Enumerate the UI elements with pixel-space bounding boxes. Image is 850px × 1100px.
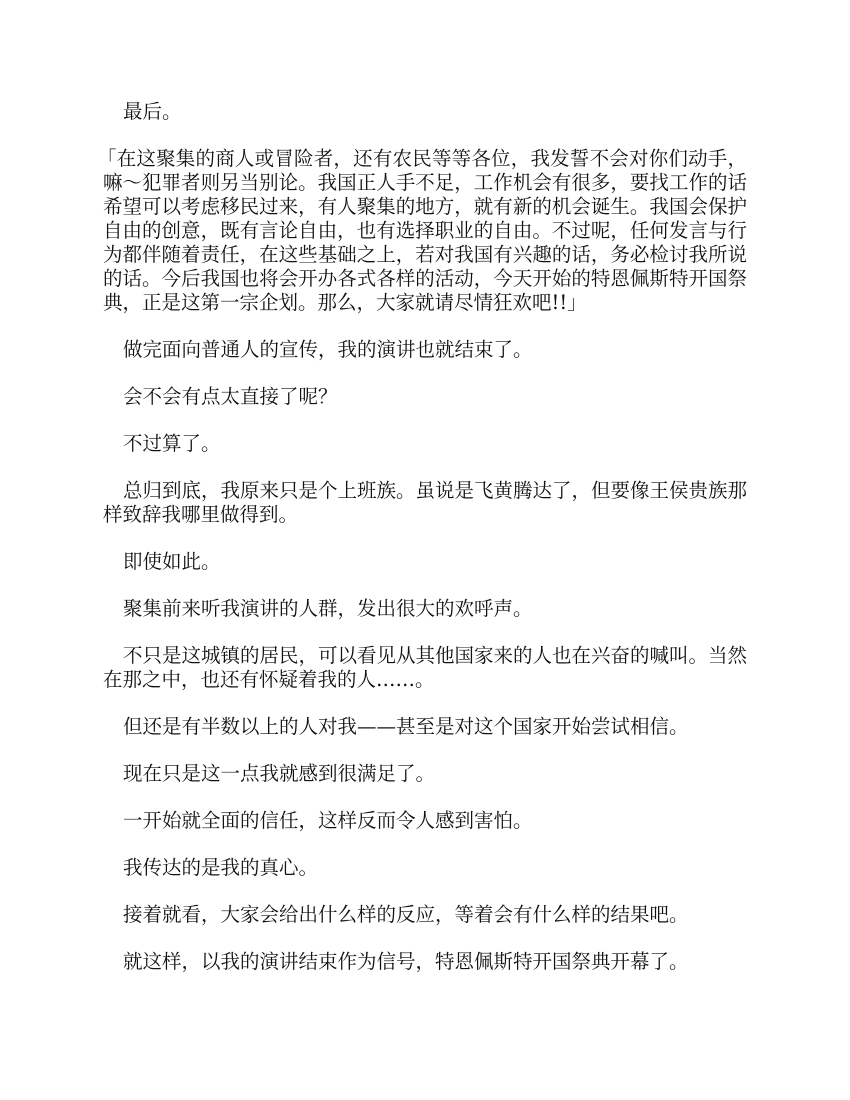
paragraph: 不只是这城镇的居民，可以看见从其他国家来的人也在兴奋的喊叫。当然在那之中，也还有怀疑着我的人……。 (103, 644, 748, 691)
paragraph: 但还是有半数以上的人对我——甚至是对这个国家开始尝试相信。 (123, 715, 689, 738)
paragraph: 现在只是这一点我就感到很满足了。 (123, 762, 436, 785)
paragraph: 会不会有点太直接了呢？ (123, 385, 338, 408)
document-page (97, 100, 748, 997)
paragraph: 一开始就全面的信任，这样反而令人感到害怕。 (123, 809, 533, 832)
speech-quote-paragraph: 「在这聚集的商人或冒险者，还有农民等等各位，我发誓不会对你们动手，嘛～犯罪者则另当别论。我国正人手不足，工作机会有很多，要找工作的话希望可以考虑移民过来，有人聚集的地方，就有新的机会诞生。我国会保护自由的创意，既有言论自由，也有选择职业的自由。不过呢，任何发言与行为都伴随着责任，在这些基础之上，若对我国有兴趣的话，务必检讨我所说的话。今后我国也将会开办各式各样的活动，今天开始的特恩佩斯特开国祭典，正是这第一宗企划。那么，大家就请尽情狂欢吧!!」 (97, 147, 747, 314)
paragraph: 聚集前来听我演讲的人群，发出很大的欢呼声。 (123, 597, 533, 620)
paragraph: 我传达的是我的真心。 (123, 856, 319, 879)
paragraph: 接着就看，大家会给出什么样的反应，等着会有什么样的结果吧。 (123, 903, 689, 926)
paragraph: 不过算了。 (123, 432, 221, 455)
paragraph: 即使如此。 (123, 550, 221, 573)
paragraph: 做完面向普通人的宣传，我的演讲也就结束了。 (123, 338, 533, 361)
paragraph: 最后。 (123, 100, 182, 123)
paragraph: 总归到底，我原来只是个上班族。虽说是飞黄腾达了，但要像王侯贵族那样致辞我哪里做得到。 (103, 479, 748, 526)
paragraph: 就这样，以我的演讲结束作为信号，特恩佩斯特开国祭典开幕了。 (123, 950, 689, 973)
